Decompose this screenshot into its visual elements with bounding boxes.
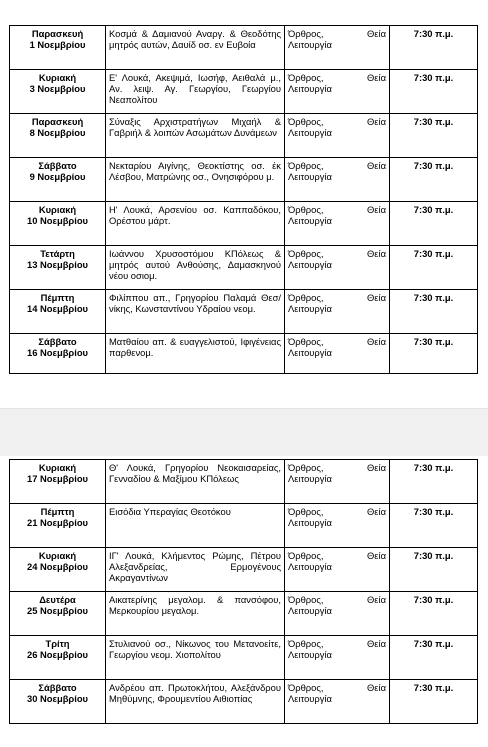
service-orthros: Όρθρος, [288, 160, 324, 171]
date: 30 Νοεμβρίου [26, 693, 89, 705]
day-cell [10, 290, 106, 334]
date: 9 Νοεμβρίου [29, 171, 86, 183]
weekday: Σάββατο [38, 682, 77, 693]
date: 16 Νοεμβρίου [26, 347, 89, 359]
date: 8 Νοεμβρίου [29, 127, 86, 139]
saints-cell: Θ' Λουκά, Γρηγορίου Νεοκαισαρείας, Γενναδίου & Μαξίμου ΚΠόλεως [106, 460, 285, 504]
service-cell [285, 548, 390, 592]
date: 13 Νοεμβρίου [26, 259, 89, 271]
day-cell [10, 70, 106, 114]
service-orthros: Όρθρος, [288, 638, 324, 649]
page-break [0, 408, 488, 458]
service-theia: Θεία [367, 594, 386, 605]
service-liturgy: Λειτουργία [288, 39, 332, 51]
day-cell [10, 460, 106, 504]
service-theia: Θεία [367, 550, 386, 561]
time-cell: 7:30 π.μ. [390, 636, 478, 680]
service-liturgy: Λειτουργία [288, 83, 332, 95]
schedule-row [10, 504, 478, 548]
time-cell: 7:30 π.μ. [390, 592, 478, 636]
service-theia: Θεία [367, 204, 386, 215]
day-cell [10, 548, 106, 592]
date: 26 Νοεμβρίου [26, 649, 89, 661]
service-orthros: Όρθρος, [288, 550, 324, 561]
service-theia: Θεία [367, 116, 386, 127]
time-cell: 7:30 π.μ. [390, 548, 478, 592]
schedule-row [10, 26, 478, 70]
service-liturgy: Λειτουργία [288, 215, 332, 227]
schedule-row [10, 460, 478, 504]
time-cell: 7:30 π.μ. [390, 460, 478, 504]
weekday: Τρίτη [45, 638, 70, 649]
service-liturgy: Λειτουργία [288, 693, 332, 705]
time-cell: 7:30 π.μ. [390, 334, 478, 374]
saints-cell: Στυλιανού οσ., Νίκωνος του Μετανοείτε, Γεωργίου νεομ. Χιοπολίτου [106, 636, 285, 680]
time-cell: 7:30 π.μ. [390, 202, 478, 246]
schedule-row [10, 592, 478, 636]
date: 21 Νοεμβρίου [26, 517, 89, 529]
saints-cell: Η' Λουκά, Αρσενίου οσ. Καππαδόκου, Ορέστου μάρτ. [106, 202, 285, 246]
day-cell [10, 334, 106, 374]
day-cell [10, 592, 106, 636]
service-liturgy: Λειτουργία [288, 605, 332, 617]
saints-cell: Σύναξις Αρχιστρατήγων Μιχαήλ & Γαβριήλ & λοιπών Ασωμάτων Δυνάμεων [106, 114, 285, 158]
service-cell [285, 680, 390, 724]
weekday: Πέμπτη [40, 506, 75, 517]
service-cell [285, 246, 390, 290]
service-orthros: Όρθρος, [288, 336, 324, 347]
saints-cell: Νεκταρίου Αιγίνης, Θεοκτίστης οσ. έκ Λέσβου, Ματρώνης οσ., Ονησιφόρου μ. [106, 158, 285, 202]
service-orthros: Όρθρος, [288, 204, 324, 215]
weekday: Κυριακή [38, 550, 77, 561]
weekday: Σάββατο [38, 336, 77, 347]
service-theia: Θεία [367, 160, 386, 171]
service-liturgy: Λειτουργία [288, 473, 332, 485]
schedule-table-2 [9, 459, 478, 724]
saints-cell: Ε' Λουκά, Ακεψιμά, Ιωσήφ, Αειθαλά μ., Αν. λειψ. Αγ. Γεωργίου, Γεωργίου Νεαπολίτου [106, 70, 285, 114]
day-cell [10, 504, 106, 548]
weekday: Κυριακή [38, 72, 77, 83]
day-cell [10, 114, 106, 158]
weekday: Δευτέρα [39, 594, 76, 605]
service-orthros: Όρθρος, [288, 292, 324, 303]
schedule-row [10, 334, 478, 374]
saints-cell: Ανδρέου απ. Πρωτοκλήτου, Αλεξάνδρου Μηθύμνης, Φρουμεντίου Αιθιοπίας [106, 680, 285, 724]
time-cell: 7:30 π.μ. [390, 158, 478, 202]
service-cell [285, 460, 390, 504]
service-cell [285, 290, 390, 334]
service-orthros: Όρθρος, [288, 28, 324, 39]
service-orthros: Όρθρος, [288, 248, 324, 259]
time-cell: 7:30 π.μ. [390, 680, 478, 724]
schedule-table-1 [9, 25, 478, 374]
service-liturgy: Λειτουργία [288, 171, 332, 183]
service-orthros: Όρθρος, [288, 462, 324, 473]
day-cell [10, 636, 106, 680]
schedule-row [10, 202, 478, 246]
date: 25 Νοεμβρίου [26, 605, 89, 617]
weekday: Σάββατο [38, 160, 77, 171]
service-cell [285, 504, 390, 548]
day-cell [10, 202, 106, 246]
service-orthros: Όρθρος, [288, 682, 324, 693]
saints-cell: Κοσμά & Δαμιανού Αναργ. & Θεοδότης μητρός αυτών, Δαυίδ οσ. εν Ευβοία [106, 26, 285, 70]
service-cell [285, 636, 390, 680]
service-theia: Θεία [367, 248, 386, 259]
service-liturgy: Λειτουργία [288, 303, 332, 315]
service-liturgy: Λειτουργία [288, 649, 332, 661]
saints-cell: Ματθαίου απ. & ευαγγελιστού, Ιφιγένειας παρθενομ. [106, 334, 285, 374]
schedule-row [10, 246, 478, 290]
weekday: Πέμπτη [40, 292, 75, 303]
service-liturgy: Λειτουργία [288, 259, 332, 271]
service-cell [285, 70, 390, 114]
service-liturgy: Λειτουργία [288, 561, 332, 573]
schedule-row [10, 636, 478, 680]
weekday: Παρασκευή [31, 28, 84, 39]
service-theia: Θεία [367, 336, 386, 347]
saints-cell: Ιωάννου Χρυσοστόμου ΚΠόλεως & μητρός αυτού Ανθούσης, Δαμασκηνού νέου οσιομ. [106, 246, 285, 290]
saints-cell: Αικατερίνης μεγαλομ. & πανσόφου, Μερκουρίου μεγαλομ. [106, 592, 285, 636]
service-cell [285, 334, 390, 374]
time-cell: 7:30 π.μ. [390, 26, 478, 70]
service-theia: Θεία [367, 292, 386, 303]
weekday: Κυριακή [38, 204, 77, 215]
service-cell [285, 158, 390, 202]
date: 1 Νοεμβρίου [29, 39, 86, 51]
date: 10 Νοεμβρίου [26, 215, 89, 227]
schedule-row [10, 158, 478, 202]
weekday: Παρασκευή [31, 116, 84, 127]
time-cell: 7:30 π.μ. [390, 246, 478, 290]
schedule-row [10, 70, 478, 114]
service-liturgy: Λειτουργία [288, 517, 332, 529]
schedule-row [10, 290, 478, 334]
saints-cell: Φιλίππου απ., Γρηγορίου Παλαμά Θεσ/νίκης, Κωνσταντίνου Υδραίου νεομ. [106, 290, 285, 334]
service-cell [285, 26, 390, 70]
service-liturgy: Λειτουργία [288, 127, 332, 139]
time-cell: 7:30 π.μ. [390, 114, 478, 158]
service-theia: Θεία [367, 72, 386, 83]
date: 24 Νοεμβρίου [26, 561, 89, 573]
weekday: Κυριακή [38, 462, 77, 473]
service-theia: Θεία [367, 682, 386, 693]
day-cell [10, 680, 106, 724]
service-orthros: Όρθρος, [288, 116, 324, 127]
schedule-row [10, 548, 478, 592]
service-cell [285, 592, 390, 636]
service-cell [285, 114, 390, 158]
service-orthros: Όρθρος, [288, 594, 324, 605]
service-liturgy: Λειτουργία [288, 347, 332, 359]
time-cell: 7:30 π.μ. [390, 504, 478, 548]
saints-cell: ΙΓ' Λουκά, Κλήμεντος Ρώμης, Πέτρου Αλεξανδρείας, Ερμογένους Ακραγαντίνων [106, 548, 285, 592]
service-theia: Θεία [367, 462, 386, 473]
service-theia: Θεία [367, 28, 386, 39]
date: 17 Νοεμβρίου [26, 473, 89, 485]
day-cell [10, 26, 106, 70]
time-cell: 7:30 π.μ. [390, 70, 478, 114]
service-theia: Θεία [367, 638, 386, 649]
service-orthros: Όρθρος, [288, 72, 324, 83]
service-orthros: Όρθρος, [288, 506, 324, 517]
service-cell [285, 202, 390, 246]
schedule-row [10, 680, 478, 724]
schedule-row [10, 114, 478, 158]
date: 3 Νοεμβρίου [29, 83, 86, 95]
saints-cell: Εισόδια Υπεραγίας Θεοτόκου [106, 504, 285, 548]
service-theia: Θεία [367, 506, 386, 517]
weekday: Τετάρτη [40, 248, 75, 259]
date: 14 Νοεμβρίου [26, 303, 89, 315]
day-cell [10, 158, 106, 202]
time-cell: 7:30 π.μ. [390, 290, 478, 334]
day-cell [10, 246, 106, 290]
